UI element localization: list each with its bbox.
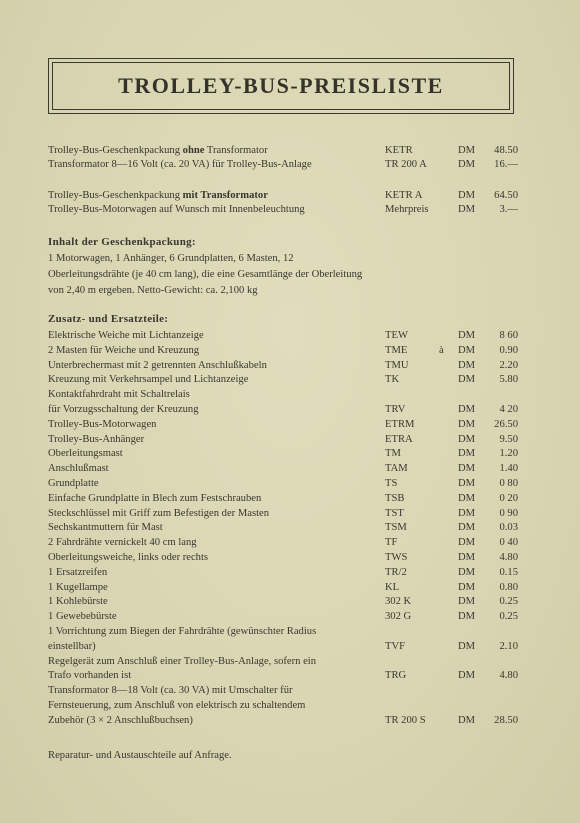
item-description: Einfache Grundplatte in Blech zum Festschrauben <box>48 492 262 504</box>
item-code: TK <box>385 374 400 386</box>
item-code: KETR A <box>385 190 423 201</box>
price-row <box>48 594 528 609</box>
item-code: TSB <box>385 492 405 504</box>
currency: DM <box>458 204 476 215</box>
item-code: TST <box>385 507 404 519</box>
item-price: 64.50 <box>494 190 518 201</box>
contents-heading: Inhalt der Geschenkpackung: <box>48 236 196 248</box>
item-price: 3.— <box>499 204 518 215</box>
item-description: Steckschlüssel mit Griff zum Befestigen der Masten <box>48 507 270 519</box>
item-code: 302 G <box>385 611 412 623</box>
currency: DM <box>458 522 476 534</box>
item-price: 16.— <box>494 159 518 170</box>
currency: DM <box>458 448 476 460</box>
unit-marker: à <box>439 344 444 356</box>
item-description: 1 Ersatzreifen <box>48 566 108 578</box>
item-price: 9.50 <box>499 433 518 445</box>
item-price: 5.80 <box>499 374 518 386</box>
item-price: 0 80 <box>499 478 518 489</box>
description-text: Transformator 8—16 Volt (ca. 20 VA) für Trolley-Bus-Anlage <box>48 159 312 170</box>
item-price: 26.50 <box>494 418 518 430</box>
item-description: 1 Kugellampe <box>48 581 108 593</box>
price-row <box>48 698 528 713</box>
item-description <box>48 157 312 172</box>
currency: DM <box>458 145 476 156</box>
item-price: 0 20 <box>499 492 518 504</box>
item-code: ETRM <box>385 418 415 430</box>
item-code: TEW <box>385 330 408 341</box>
item-code: TM <box>385 448 401 460</box>
item-code: TS <box>385 478 398 489</box>
price-row <box>48 328 528 343</box>
item-code: 302 K <box>385 596 412 608</box>
item-description: Zubehör (3 × 2 Anschlußbuchsen) <box>48 714 193 726</box>
item-price: 4.80 <box>499 552 518 563</box>
price-row <box>48 476 528 491</box>
item-code: TRV <box>385 404 406 415</box>
price-row <box>48 713 528 728</box>
price-row <box>48 565 528 580</box>
page-title: TROLLEY-BUS-PREISLISTE <box>52 62 510 110</box>
item-description: Sechskantmuttern für Mast <box>48 522 163 534</box>
item-price: 1.40 <box>499 463 518 475</box>
item-description: 1 Vorrichtung zum Biegen der Fahrdrähte (gewünschter Radius <box>48 626 317 637</box>
price-row <box>48 343 528 358</box>
price-row <box>48 668 528 683</box>
item-code: TR 200 A <box>385 159 427 170</box>
item-description: Trolley-Bus-Anhänger <box>48 433 145 445</box>
item-price: 0.15 <box>499 566 518 578</box>
description-text: Transformator <box>204 145 268 156</box>
item-description: 1 Kohlebürste <box>48 596 108 608</box>
currency: DM <box>458 190 476 201</box>
price-row <box>48 535 528 550</box>
currency: DM <box>458 640 476 652</box>
item-price: 0.90 <box>499 344 518 356</box>
item-description: Unterbrechermast mit 2 getrennten Anschlußkabeln <box>48 359 267 371</box>
item-price: 48.50 <box>494 145 518 156</box>
item-description: Oberleitungsweiche, links oder rechts <box>48 552 209 563</box>
item-price: 4.80 <box>499 670 518 682</box>
price-row <box>48 654 528 669</box>
currency: DM <box>458 581 476 593</box>
item-description: Elektrische Weiche mit Lichtanzeige <box>48 330 204 341</box>
price-row <box>48 143 528 158</box>
item-price: 0.25 <box>499 611 518 623</box>
item-description: 2 Masten für Weiche und Kreuzung <box>48 344 200 356</box>
price-row <box>48 402 528 417</box>
item-price: 2.10 <box>499 640 518 652</box>
currency: DM <box>458 463 476 475</box>
currency: DM <box>458 507 476 519</box>
currency: DM <box>458 374 476 386</box>
description-text: Trolley-Bus-Geschenkpackung <box>48 145 183 156</box>
item-description: Trafo vorhanden ist <box>48 670 132 682</box>
item-price: 0.25 <box>499 596 518 608</box>
item-code: TF <box>385 537 398 549</box>
price-row <box>48 520 528 535</box>
item-price: 0 90 <box>499 507 518 519</box>
item-description: Oberleitungsmast <box>48 448 123 460</box>
item-code: TR 200 S <box>385 714 426 726</box>
currency: DM <box>458 492 476 504</box>
item-description <box>48 143 268 158</box>
item-price: 0.80 <box>499 581 518 593</box>
item-code: TMU <box>385 359 409 371</box>
item-code: KETR <box>385 145 413 156</box>
description-text: Trolley-Bus-Geschenkpackung <box>48 190 183 201</box>
currency: DM <box>458 433 476 445</box>
item-description: Regelgerät zum Anschluß einer Trolley-Bus-Anlage, sofern ein <box>48 655 317 667</box>
item-description: Transformator 8—18 Volt (ca. 30 VA) mit Umschalter für <box>48 685 293 697</box>
item-description: Kontaktfahrdraht mit Schaltrelais <box>48 389 190 401</box>
currency: DM <box>458 537 476 549</box>
price-row <box>48 491 528 506</box>
item-description <box>48 202 305 217</box>
item-description: 2 Fahrdrähte vernickelt 40 cm lang <box>48 537 197 549</box>
price-row <box>48 461 528 476</box>
item-code: KL <box>385 581 400 593</box>
item-description: Anschlußmast <box>48 463 109 475</box>
price-row <box>48 157 528 172</box>
price-row <box>48 683 528 698</box>
currency: DM <box>458 714 476 726</box>
currency: DM <box>458 418 476 430</box>
currency: DM <box>458 330 476 341</box>
item-price: 1.20 <box>499 448 518 460</box>
price-row <box>48 417 528 432</box>
item-price: 28.50 <box>494 714 518 726</box>
item-code: TR/2 <box>385 566 407 578</box>
footer-note: Reparatur- und Austauschteile auf Anfrage. <box>48 750 232 761</box>
currency: DM <box>458 670 476 682</box>
currency: DM <box>458 344 476 356</box>
item-code: TSM <box>385 522 407 534</box>
item-description: 1 Gewebebürste <box>48 611 117 623</box>
item-price: 8 60 <box>499 330 518 341</box>
price-row <box>48 624 528 639</box>
item-description: Grundplatte <box>48 478 99 489</box>
item-code: TME <box>385 344 408 356</box>
price-row <box>48 446 528 461</box>
currency: DM <box>458 478 476 489</box>
description-emphasis: mit Transformator <box>182 190 268 201</box>
price-row <box>48 387 528 402</box>
accessories-heading: Zusatz- und Ersatzteile: <box>48 313 169 325</box>
item-description <box>48 188 268 203</box>
item-description: Trolley-Bus-Motorwagen <box>48 418 157 430</box>
item-description: einstellbar) <box>48 640 96 652</box>
item-code: TVF <box>385 640 406 652</box>
price-row <box>48 639 528 654</box>
price-row <box>48 372 528 387</box>
price-row <box>48 550 528 565</box>
item-code: ETRA <box>385 433 413 445</box>
item-code: TAM <box>385 463 408 475</box>
item-price: 4 20 <box>499 404 518 415</box>
currency: DM <box>458 159 476 170</box>
currency: DM <box>458 596 476 608</box>
price-row <box>48 609 528 624</box>
item-code: Mehrpreis <box>385 204 429 215</box>
description-emphasis: ohne <box>182 145 205 156</box>
item-code: TWS <box>385 552 408 563</box>
item-description: Fernsteuerung, zum Anschluß von elektrisch zu schaltendem <box>48 700 306 711</box>
item-price: 0.03 <box>499 522 518 534</box>
item-price: 2.20 <box>499 359 518 371</box>
currency: DM <box>458 404 476 415</box>
price-row <box>48 580 528 595</box>
item-code: TRG <box>385 670 407 682</box>
price-row <box>48 202 528 217</box>
currency: DM <box>458 359 476 371</box>
price-row <box>48 188 528 203</box>
description-text: Trolley-Bus-Motorwagen auf Wunsch mit Innenbeleuchtung <box>48 204 305 215</box>
currency: DM <box>458 552 476 563</box>
contents-text: 1 Motorwagen, 1 Anhänger, 6 Grundplatten, 6 Masten, 12 Oberleitungsdrähte (je 40 cm lang), die eine Gesamtlänge der Oberleitung von 2,40 m ergeben. Netto-Gewicht: ca. 2,100 kg <box>48 253 363 296</box>
item-price: 0 40 <box>499 537 518 549</box>
price-row <box>48 432 528 447</box>
price-row <box>48 506 528 521</box>
item-description: für Vorzugsschaltung der Kreuzung <box>48 404 199 415</box>
currency: DM <box>458 611 476 623</box>
price-row <box>48 358 528 373</box>
item-description: Kreuzung mit Verkehrsampel und Lichtanzeige <box>48 374 249 386</box>
currency: DM <box>458 566 476 578</box>
title-frame <box>48 58 514 114</box>
